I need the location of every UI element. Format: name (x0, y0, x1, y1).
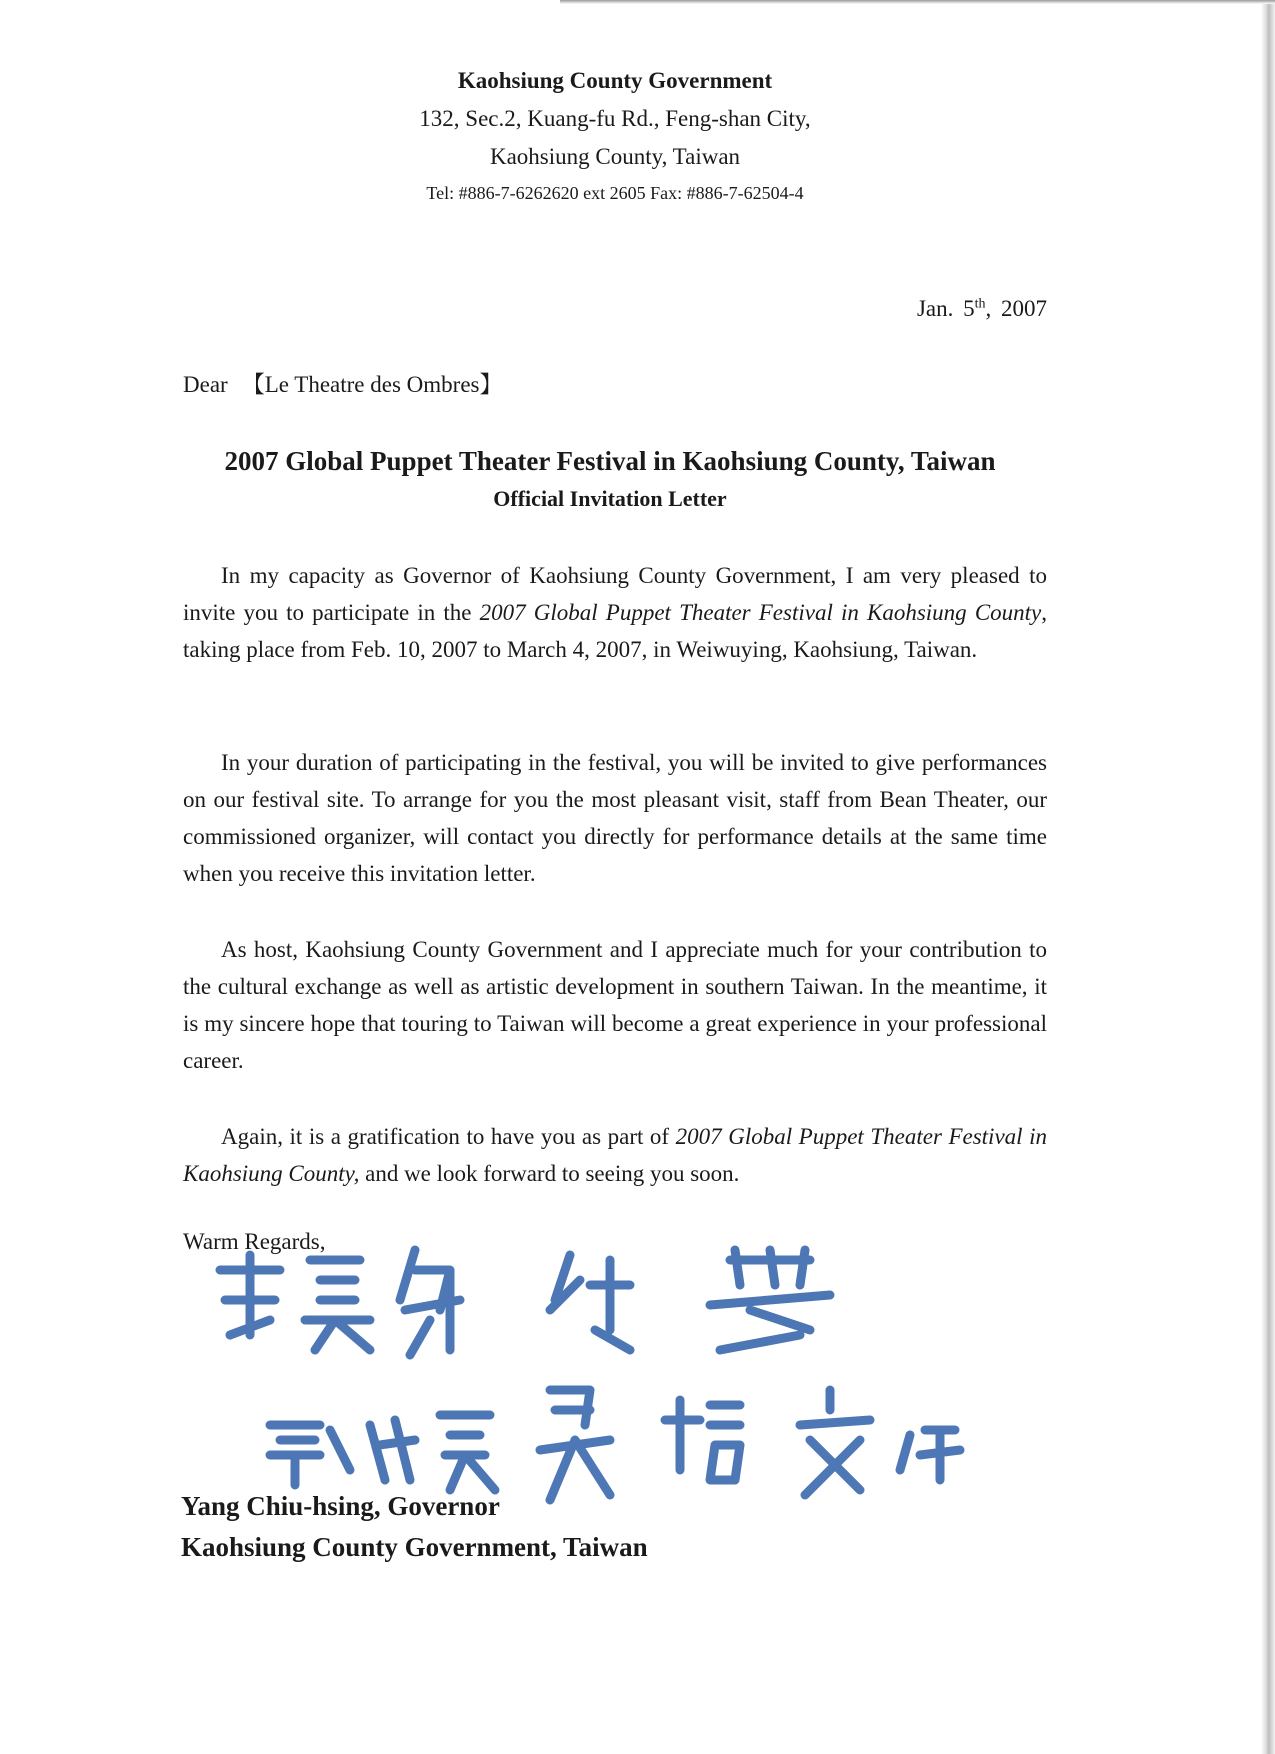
p1-text-after: , taking place from Feb. 10, 2007 to March 4, 2007, in Weiwuying, Kaohsiung, Taiwan. (183, 600, 1048, 662)
letterhead-address-line2: Kaohsiung County, Taiwan (489, 144, 741, 169)
p1-text-before: In my capacity as Governor of Kaohsiung County Government, I am very pleased to invite you to participate in the (183, 563, 1047, 625)
date-day: 5 (963, 296, 975, 321)
letterhead-address-line1: 132, Sec.2, Kuang-fu Rd., Feng-shan City, (419, 106, 811, 131)
p4-festival-name: 2007 Global Puppet Theater Festival in Kaohsiung County, (183, 1124, 1047, 1186)
letter-subtitle: Official Invitation Letter (493, 486, 727, 511)
body-paragraph-1 (183, 557, 1047, 668)
salutation-greeting: Dear (183, 372, 228, 397)
signer-name: Yang Chiu-hsing, Governor (181, 1491, 500, 1521)
closing: Warm Regards, (183, 1229, 326, 1254)
scan-top-edge (560, 0, 1275, 4)
signature-strokes (220, 1250, 960, 1500)
letterhead-name: Kaohsiung County Government (457, 68, 773, 93)
date-year: , 2007 (985, 296, 1047, 321)
date-suffix: th (974, 296, 986, 312)
body-paragraph-2: In your duration of participating in the festival, you will be invited to give performances on our festival site. To arrange for you the most pleasant visit, staff from Bean Theater, our commissioned organizer, will contact you directly for performance details at the same time when you receive this invitation letter. (183, 750, 1047, 886)
salutation (183, 366, 502, 399)
letter-title: 2007 Global Puppet Theater Festival in Kaohsiung County, Taiwan (224, 446, 996, 476)
salutation-recipient: 【Le Theatre des Ombres】 (241, 372, 503, 397)
body-paragraph-3: As host, Kaohsiung County Government and I appreciate much for your contribution to the cultural exchange as well as artistic development in southern Taiwan. In the meantime, it is my sincere hope that touring to Taiwan will become a great experience in your professional career. (183, 937, 1047, 1073)
letterhead-contact: Tel: #886-7-6262620 ext 2605 Fax: #886-7-62504-4 (426, 183, 804, 203)
date-month: Jan. (916, 296, 954, 321)
scan-edge (1261, 0, 1275, 1754)
body-paragraph-4 (183, 1118, 1047, 1192)
signer-organization: Kaohsiung County Government, Taiwan (181, 1532, 648, 1562)
p1-festival-name: 2007 Global Puppet Theater Festival in Kaohsiung County (479, 600, 1042, 625)
p4-text-after: and we look forward to seeing you soon. (359, 1161, 740, 1186)
p4-text-before: Again, it is a gratification to have you as part of (221, 1124, 676, 1149)
letter-date (917, 296, 1047, 322)
